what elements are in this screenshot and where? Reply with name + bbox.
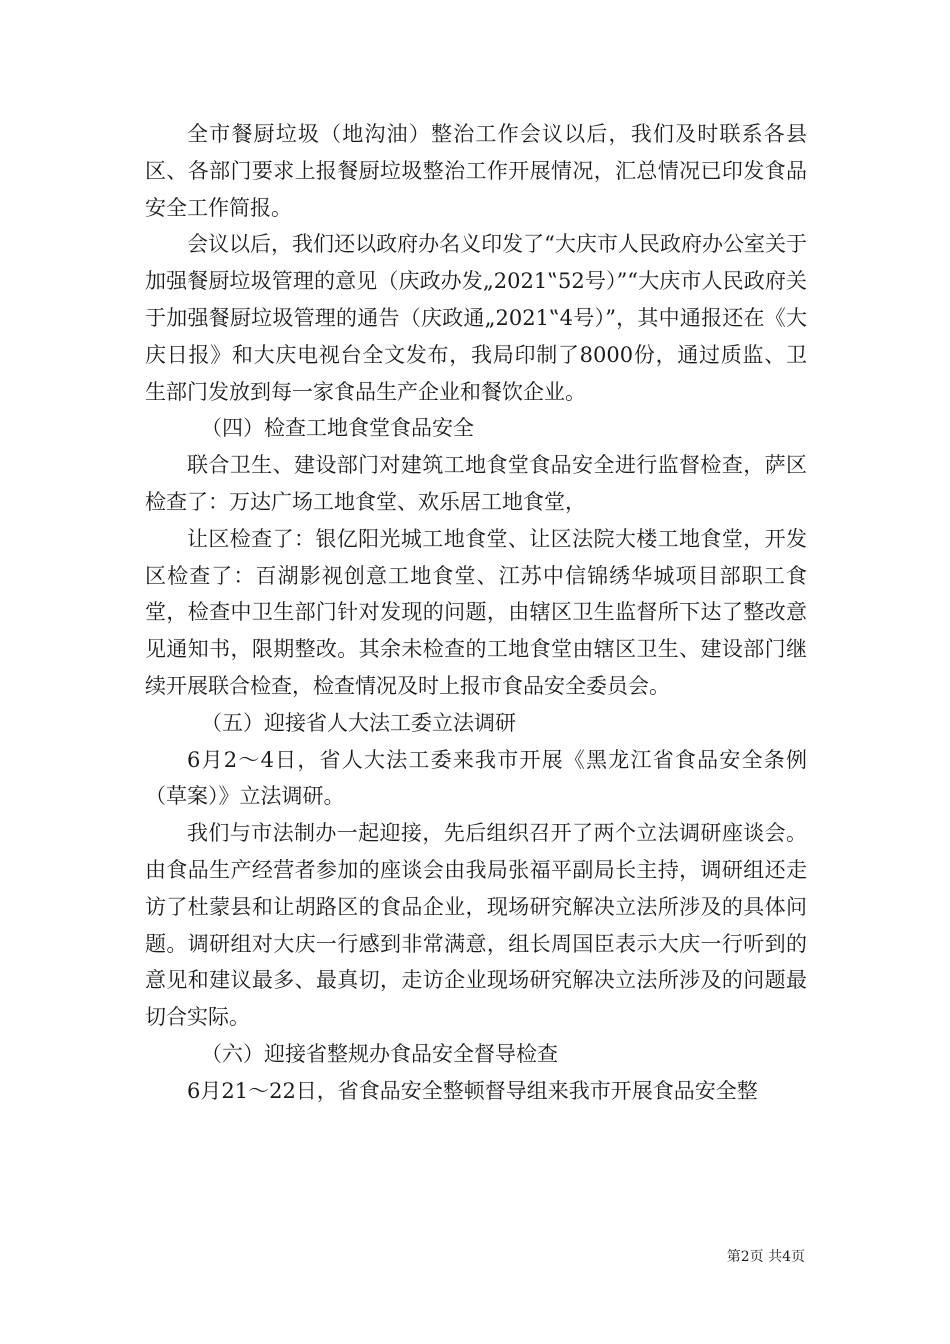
paragraph-notice-issued: 会议以后，我们还以政府办名义印发了“大庆市人民政府办公室关于加强餐厨垃圾管理的意见（庆政办发„2021‟52号）”“大庆市人民政府关于加强餐厨垃圾管理的通告（庆政通„2021‟4号）”，其中通报还在《大庆日报》和大庆电视台全文发布，我局印制了8000份，通过质监、卫生部门发放到每一家食品生产企业和餐饮企业。 (145, 232, 807, 404)
section-heading-canteen-inspection: （四）检查工地食堂食品安全 (201, 416, 474, 441)
paragraph-meeting-followup: 全市餐厨垃圾（地沟油）整治工作会议以后，我们及时联系各县区、各部门要求上报餐厨垃圾整治工作开展情况，汇总情况已印发食品安全工作简报。 (145, 122, 807, 220)
paragraph-research-meetings: 我们与市法制办一起迎接，先后组织召开了两个立法调研座谈会。由食品生产经营者参加的座谈会由我局张福平副局长主持，调研组还走访了杜蒙县和让胡路区的食品企业，现场研究解决立法所涉及的具体问题。调研组对大庆一行感到非常满意，组长周国臣表示大庆一行听到的意见和建议最多、最真切，走访企业现场研究解决立法所涉及的问题最切合实际。 (145, 821, 807, 1030)
paragraph-joint-inspection: 联合卫生、建设部门对建筑工地食堂食品安全进行监督检查，萨区检查了：万达广场工地食堂、欢乐居工地食堂， (145, 453, 807, 514)
page-number: 第2页 共4页 (726, 1249, 805, 1265)
section-heading-legislative-research: （五）迎接省人大法工委立法调研 (201, 710, 516, 735)
section-heading-supervision-check: （六）迎接省整规办食品安全督导检查 (201, 1041, 558, 1066)
paragraph-supervision-dates: 6月21～22日，省食品安全整顿督导组来我市开展食品安全整 (187, 1078, 758, 1103)
paragraph-research-dates: 6月2～4日，省人大法工委来我市开展《黑龙江省食品安全条例（草案）》立法调研。 (145, 747, 807, 809)
paragraph-district-inspections: 让区检查了：银亿阳光城工地食堂、让区法院大楼工地食堂，开发区检查了：百湖影视创意工地食堂、江苏中信锦绣华城项目部职工食堂，检查中卫生部门针对发现的问题，由辖区卫生监督所下达了整改意见通知书，限期整改。其余未检查的工地食堂由辖区卫生、建设部门继续开展联合检查，检查情况及时上报市食品安全委员会。 (145, 526, 807, 698)
document-body (145, 116, 807, 1110)
